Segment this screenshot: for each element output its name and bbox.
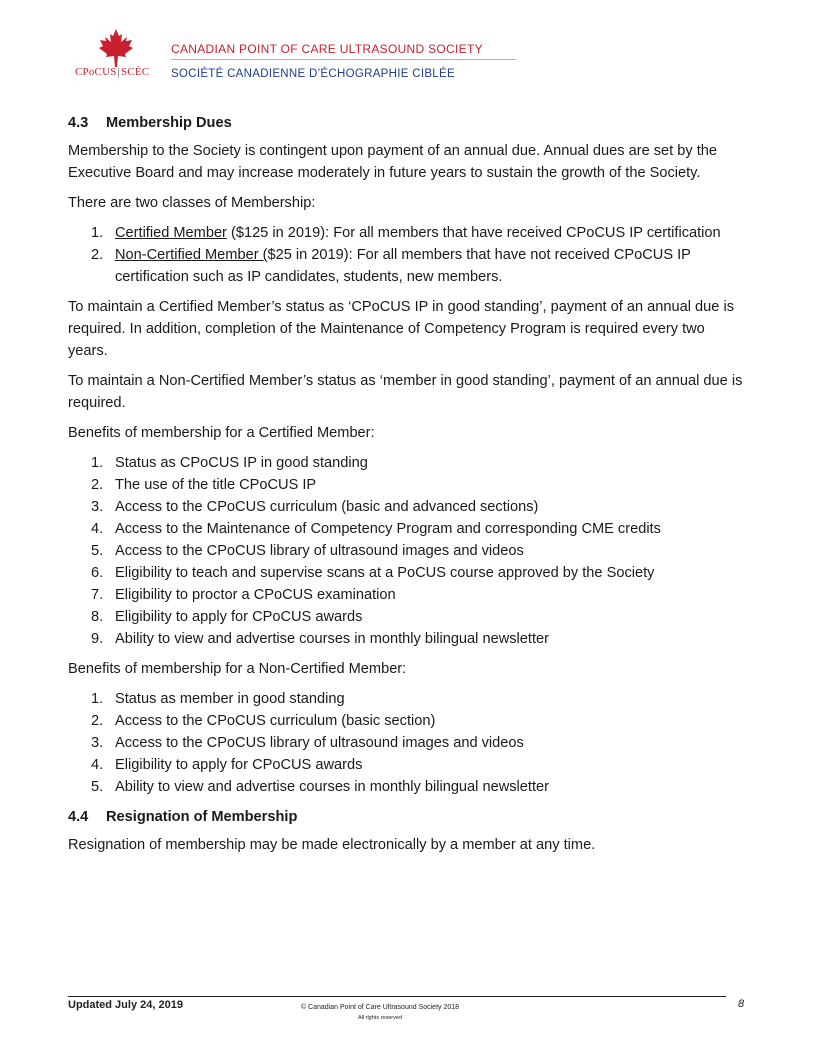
list-text: Access to the CPoCUS curriculum (basic section) xyxy=(115,713,436,729)
list-text: Access to the Maintenance of Competency Program and corresponding CME credits xyxy=(115,521,661,537)
document-body xyxy=(68,112,748,864)
list-number: 7. xyxy=(91,587,104,603)
list-item xyxy=(68,776,748,798)
org-name-english: CANADIAN POINT OF CARE ULTRASOUND SOCIETY xyxy=(171,42,483,56)
list-number: 2. xyxy=(91,477,104,493)
list-number: 3. xyxy=(91,499,104,515)
list-item xyxy=(68,732,748,754)
list-item xyxy=(68,562,748,584)
class-label: Non-Certified Member ( xyxy=(115,247,268,263)
list-text: Ability to view and advertise courses in monthly bilingual newsletter xyxy=(115,631,549,647)
header-divider xyxy=(171,59,516,60)
list-item xyxy=(68,496,748,518)
list-number: 5. xyxy=(91,543,104,559)
paragraph-noncertified-benefits-intro: Benefits of membership for a Non-Certified Member: xyxy=(68,661,407,677)
paragraph-resignation: Resignation of membership may be made electronically by a member at any time. xyxy=(68,837,596,853)
list-text: The use of the title CPoCUS IP xyxy=(115,477,317,493)
paragraph-classes-intro: There are two classes of Membership: xyxy=(68,195,316,211)
list-text: Status as member in good standing xyxy=(115,691,345,707)
paragraph-certified-status: To maintain a Certified Member’s status as ‘CPoCUS IP in good standing’, payment of an annual due is required. In addition, completion of the Maintenance of Competency Program is required every two years. xyxy=(68,299,735,359)
list-text: Status as CPoCUS IP in good standing xyxy=(115,455,368,471)
list-text: Eligibility to teach and supervise scans at a PoCUS course approved by the Society xyxy=(115,565,655,581)
list-item xyxy=(68,606,748,628)
list-number: 4. xyxy=(91,521,104,537)
logo-right-text: SCÉC xyxy=(120,66,150,78)
list-text: Eligibility to apply for CPoCUS awards xyxy=(115,757,363,773)
membership-classes-list xyxy=(68,222,748,288)
list-text: Access to the CPoCUS library of ultrasound images and videos xyxy=(115,543,524,559)
section-number: 4.3 xyxy=(68,115,89,131)
list-number: 3. xyxy=(91,735,104,751)
list-text: Ability to view and advertise courses in monthly bilingual newsletter xyxy=(115,779,549,795)
list-item xyxy=(68,452,748,474)
list-item xyxy=(68,584,748,606)
noncertified-benefits-list xyxy=(68,688,748,798)
page-header xyxy=(74,26,524,86)
paragraph-intro: Membership to the Society is contingent upon payment of an annual due. Annual dues are set by the Executive Board and may increase moderately in future years to sustain the growth of the Society. xyxy=(68,143,718,181)
footer-updated-date: Updated July 24, 2019 xyxy=(68,999,183,1011)
section-heading-4-4 xyxy=(68,806,748,828)
list-number: 2. xyxy=(91,247,104,263)
list-number: 1. xyxy=(91,691,104,707)
org-name-french: SOCIÉTÉ CANADIENNE D’ÉCHOGRAPHIE CIBLÉE xyxy=(171,68,455,80)
section-title: Membership Dues xyxy=(106,115,232,131)
footer-rights: All rights reserved xyxy=(357,1015,403,1021)
list-number: 8. xyxy=(91,609,104,625)
list-item xyxy=(68,754,748,776)
list-number: 5. xyxy=(91,779,104,795)
list-item xyxy=(68,710,748,732)
class-label: Certified Member xyxy=(115,225,227,241)
list-number: 1. xyxy=(91,455,104,471)
section-title: Resignation of Membership xyxy=(106,809,298,825)
list-number: 6. xyxy=(91,565,104,581)
society-logo xyxy=(74,26,164,86)
maple-leaf-icon xyxy=(96,28,136,68)
list-text: Access to the CPoCUS library of ultrasound images and videos xyxy=(115,735,524,751)
list-text: Eligibility to proctor a CPoCUS examination xyxy=(115,587,396,603)
list-number: 9. xyxy=(91,631,104,647)
list-item xyxy=(68,688,748,710)
list-item xyxy=(68,518,748,540)
section-heading-4-3 xyxy=(68,112,748,134)
list-number: 4. xyxy=(91,757,104,773)
list-item xyxy=(68,628,748,650)
logo-wordmark xyxy=(75,66,149,78)
list-item xyxy=(68,474,748,496)
list-item xyxy=(68,540,748,562)
class-text: $25 in 2019): For all members that have not received CPoCUS IP certification such as IP candidates, students, new members. xyxy=(115,247,691,285)
paragraph-certified-benefits-intro: Benefits of membership for a Certified Member: xyxy=(68,425,375,441)
class-text: ($125 in 2019): For all members that have received CPoCUS IP certification xyxy=(226,225,721,241)
list-text: Access to the CPoCUS curriculum (basic and advanced sections) xyxy=(115,499,539,515)
page-number: 8 xyxy=(738,998,745,1010)
logo-left-text: CPoCUS xyxy=(75,66,117,78)
footer-copyright: © Canadian Point of Care Ultrasound Society 2018 xyxy=(300,1004,460,1011)
list-text: Eligibility to apply for CPoCUS awards xyxy=(115,609,363,625)
list-item xyxy=(68,222,748,244)
footer-divider xyxy=(68,996,726,997)
section-number: 4.4 xyxy=(68,809,89,825)
list-number: 1. xyxy=(91,225,104,241)
list-number: 2. xyxy=(91,713,104,729)
logo-separator: | xyxy=(117,66,120,78)
certified-benefits-list xyxy=(68,452,748,650)
paragraph-noncertified-status: To maintain a Non-Certified Member’s status as ‘member in good standing’, payment of an annual due is required. xyxy=(68,373,743,411)
list-item xyxy=(68,244,748,288)
